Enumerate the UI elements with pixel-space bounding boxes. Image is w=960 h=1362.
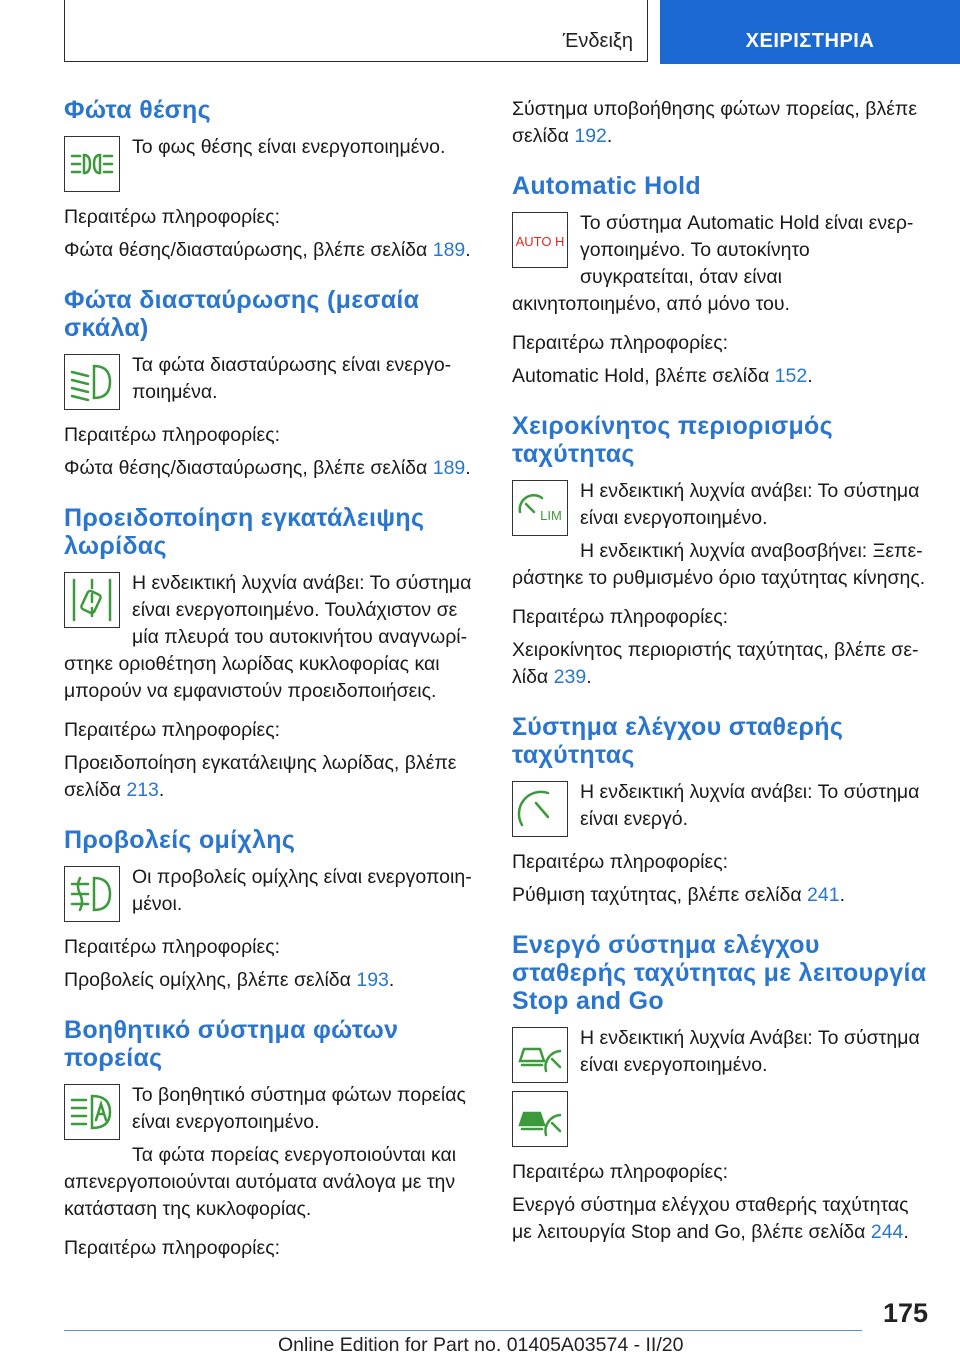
section-title: Automatic Hold: [512, 172, 701, 200]
active-cruise-icon: [512, 1027, 568, 1083]
section-title: Φώτα διασταύρωσης (μεσαία σκάλα): [64, 286, 420, 342]
section-title: Φώτα θέσης: [64, 96, 211, 124]
section-title: Βοηθητικό σύστημα φώτων πορείας: [64, 1016, 399, 1072]
reference-line: Φώτα θέσης/διασταύρωσης, βλέπε σελίδα 189.: [64, 239, 471, 261]
reference-line: Προβολείς ομίχλης, βλέπε σελίδα 193.: [64, 969, 395, 991]
reference-line: Ενεργό σύστημα ελέγχου σταθερής ταχύτητας με λειτουργία Stop and Go, βλέπε σελίδα 244.: [512, 1194, 909, 1243]
left-column: [64, 96, 474, 1284]
page-link[interactable]: 152: [774, 365, 808, 387]
section-description: Η ενδεικτική λυχνία ανάβει: Το σύστημα είναι ενεργό.: [580, 781, 920, 830]
cruise-control-icon: [512, 781, 568, 837]
headlight-assist-icon: [64, 1084, 120, 1140]
svg-text:AUTO H: AUTO H: [516, 234, 564, 249]
lane-departure-icon: [64, 572, 120, 628]
page-link[interactable]: 192: [574, 125, 607, 147]
section-headlight-assist-continued: [512, 96, 928, 150]
section-description: Η ενδεικτική λυχνία Ανάβει: Το σύστημα είναι ενεργοποιημένο.: [580, 1027, 920, 1076]
page-link[interactable]: 189: [432, 457, 466, 479]
active-cruise-filled-icon: [512, 1091, 568, 1147]
speed-limiter-icon: [512, 480, 568, 536]
section-title: Σύστημα ελέγχου σταθερής ταχύτητας: [512, 713, 844, 769]
auto-hold-icon: [512, 212, 568, 268]
section-headlight-assist: [64, 1016, 474, 1262]
reference-line: Automatic Hold, βλέπε σελίδα 152.: [512, 365, 813, 387]
svg-text:LIM: LIM: [540, 508, 562, 523]
page-link[interactable]: 193: [356, 969, 389, 991]
page-link[interactable]: 213: [126, 779, 159, 801]
section-parking-lights: [64, 96, 474, 264]
page-number: 175: [882, 1298, 928, 1328]
section-description: Το σύστημα Automatic Hold είναι ενεργοποιημένο. Το αυτοκίνητο συγκρατείται, όταν είναι ακινητοποιημένο, από μόνο του.: [512, 212, 914, 315]
reference-line: Προειδοποίηση εγκατάλειψης λωρίδας, βλέπε σελίδα 213.: [64, 752, 457, 801]
more-info-label: Περαιτέρω πληροφορίες:: [64, 424, 281, 446]
more-info-label: Περαιτέρω πληροφορίες:: [512, 332, 729, 354]
section-fog-lights: [64, 826, 474, 994]
reference-line: Φώτα θέσης/διασταύρωσης, βλέπε σελίδα 189.: [64, 457, 471, 479]
more-info-label: Περαιτέρω πληροφορίες:: [64, 1237, 281, 1259]
section-title: Χειροκίνητος περιορισμός ταχύτητας: [512, 412, 833, 468]
page-header: [64, 0, 960, 64]
section-description: Η ενδεικτική λυχνία ανάβει: Το σύστημα είναι ενεργοποιημένο. Τουλάχιστον σε μία πλευρά του αυτοκινήτου αναγνωρίστηκε οριοθέτηση λωρίδας κυκλοφορίας και μπορούν να εμφανιστούν προειδοποιήσεις.: [64, 572, 472, 702]
footer-edition: Online Edition for Part no. 01405A03574 - II/20: [278, 1334, 684, 1356]
reference-line: Ρύθμιση ταχύτητας, βλέπε σελίδα 241.: [512, 884, 846, 906]
section-lane-departure: [64, 504, 474, 804]
page-link[interactable]: 241: [807, 884, 840, 906]
reference-line: Σύστημα υποβοήθησης φώτων πορείας, βλέπε σελίδα 192.: [512, 98, 918, 147]
parking-lights-icon: [64, 136, 120, 192]
section-description: Τα φώτα διασταύρωσης είναι ενεργοποιημένα.: [132, 354, 452, 403]
more-info-label: Περαιτέρω πληροφορίες:: [512, 851, 729, 873]
section-tab[interactable]: Ένδειξη: [64, 0, 648, 62]
section-active-cruise: [512, 931, 928, 1246]
fog-lights-icon: [64, 866, 120, 922]
section-description-2: Τα φώτα πορείας ενεργοποιούνται και απενεργοποιούνται αυτόματα ανάλογα με την κατάσταση της κυκλοφορίας.: [64, 1144, 457, 1220]
page-link[interactable]: 244: [870, 1221, 904, 1243]
page-link[interactable]: 189: [432, 239, 466, 261]
section-title: Ενεργό σύστημα ελέγχου σταθερής ταχύτητας με λειτουργία Stop and Go: [512, 931, 927, 1015]
section-automatic-hold: [512, 172, 928, 390]
section-description: Η ενδεικτική λυχνία ανάβει: Το σύστημα είναι ενεργοποιημένο.: [580, 480, 920, 529]
reference-line: Χειροκίνητος περιοριστής ταχύτητας, βλέπε σελίδα 239.: [512, 639, 919, 688]
more-info-label: Περαιτέρω πληροφορίες:: [64, 206, 281, 228]
section-cruise-control: [512, 713, 928, 909]
more-info-label: Περαιτέρω πληροφορίες:: [512, 1161, 729, 1183]
section-description: Οι προβολείς ομίχλης είναι ενεργοποιημένοι.: [132, 866, 472, 915]
section-title: Προειδοποίηση εγκατάλειψης λωρίδας: [64, 504, 425, 560]
more-info-label: Περαιτέρω πληροφορίες:: [512, 606, 729, 628]
right-column: [512, 96, 928, 1268]
footer-divider: [64, 1330, 862, 1331]
section-description-2: Η ενδεικτική λυχνία αναβοσβήνει: Ξεπεράστηκε το ρυθμισμένο όριο ταχύτητας κίνησης.: [512, 540, 926, 589]
section-low-beam: [64, 286, 474, 482]
section-description: Το φως θέσης είναι ενεργοποιημένο.: [132, 136, 446, 158]
section-title: Προβολείς ομίχλης: [64, 826, 296, 854]
section-description: Το βοηθητικό σύστημα φώτων πορείας είναι ενεργοποιημένο.: [132, 1084, 466, 1133]
page-link[interactable]: 239: [553, 666, 587, 688]
section-speed-limiter: [512, 412, 928, 691]
more-info-label: Περαιτέρω πληροφορίες:: [64, 719, 281, 741]
more-info-label: Περαιτέρω πληροφορίες:: [64, 936, 281, 958]
chapter-tab[interactable]: ΧΕΙΡΙΣΤΗΡΙΑ: [660, 0, 960, 64]
low-beam-icon: [64, 354, 120, 410]
